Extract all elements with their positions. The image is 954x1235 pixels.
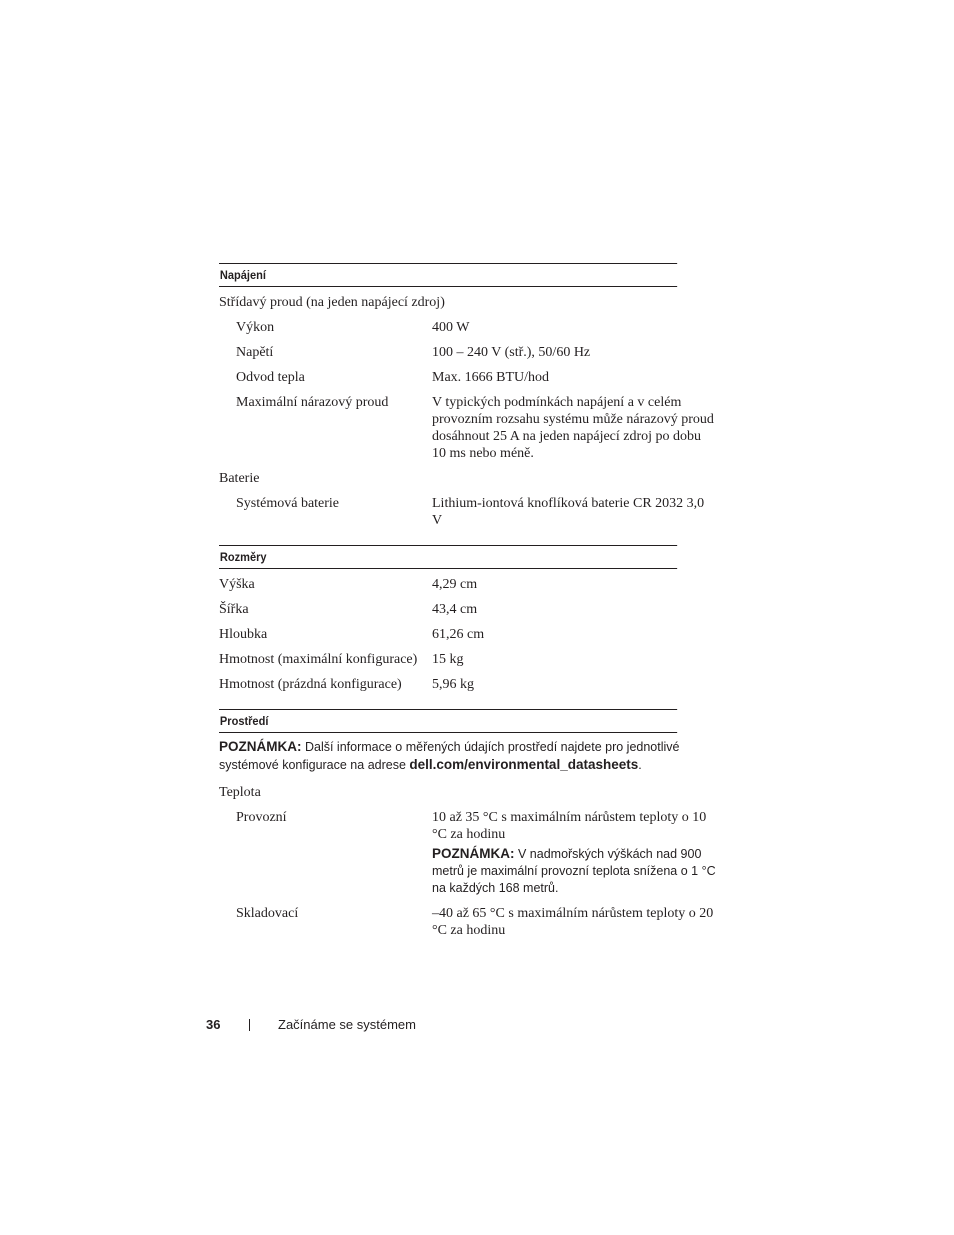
section-header-environment: Prostředí (219, 709, 677, 733)
datasheet-link: dell.com/environmental_datasheets (409, 757, 639, 772)
section-environment (219, 733, 717, 955)
operating-note (432, 845, 717, 897)
page-footer (206, 1016, 416, 1034)
section-dimensions (219, 569, 717, 709)
row-storage: Skladovací –40 až 65 °C s maximálním nárůstem teploty o 20 °C za hodinu (236, 906, 714, 938)
operating-note-text: V nadmořských výškách nad 900 metrů je maximální provozní teplota snížena o 1 °C na každých 168 metrů. (432, 847, 716, 895)
section-power (219, 287, 717, 545)
note-label: POZNÁMKA: (219, 739, 302, 754)
note-end: . (638, 758, 642, 772)
group-ac: Střídavý proud (na jeden napájecí zdroj) (219, 295, 445, 310)
row-weight-empty: Hmotnost (prázdná konfigurace) 5,96 kg (219, 677, 474, 692)
footer-title: Začínáme se systémem (278, 1017, 416, 1032)
operating-note-label: POZNÁMKA: (432, 846, 515, 861)
row-voltage: Napětí 100 – 240 V (stř.), 50/60 Hz (236, 345, 591, 360)
operating-cell (432, 809, 717, 897)
section-header-dimensions: Rozměry (219, 545, 677, 569)
row-width: Šířka 43,4 cm (219, 602, 478, 617)
environment-note (219, 736, 717, 780)
row-operating: Provozní 10 až 35 °C s maximálním nárůstem teploty o 10 °C za hodinu POZNÁMKA: V nadmořských výškách nad 900 metrů je maximální provozní teplota snížena o 1 °C na každých 168 metrů. (236, 810, 716, 895)
page-number: 36 (206, 1017, 221, 1032)
operating-value: 10 až 35 °C s maximálním nárůstem teploty o 10 °C za hodinu (432, 810, 707, 842)
row-height: Výška 4,29 cm (219, 577, 478, 592)
note-text: Další informace o měřených údajích prostředí najdete pro jednotlivé systémové konfigurace na adrese (219, 740, 680, 772)
row-system-battery: Systémová baterie Lithium-iontová knoflíková baterie CR 2032 3,0 V (236, 496, 705, 528)
section-header-power: Napájení (219, 263, 677, 287)
spec-table (219, 263, 717, 955)
group-battery: Baterie (219, 471, 260, 486)
footer-divider (249, 1019, 250, 1031)
row-wattage: Výkon 400 W (236, 320, 470, 335)
group-temperature: Teplota (219, 785, 261, 800)
row-weight-max: Hmotnost (maximální konfigurace) 15 kg (219, 652, 464, 667)
row-heat: Odvod tepla Max. 1666 BTU/hod (236, 370, 550, 385)
row-inrush: Maximální nárazový proud V typických podmínkách napájení a v celém provozním rozsahu systému může nárazový proud dosáhnout 25 A na jeden napájecí zdroj po dobu 10 ms nebo méně. (236, 395, 714, 461)
row-depth: Hloubka 61,26 cm (219, 627, 485, 642)
